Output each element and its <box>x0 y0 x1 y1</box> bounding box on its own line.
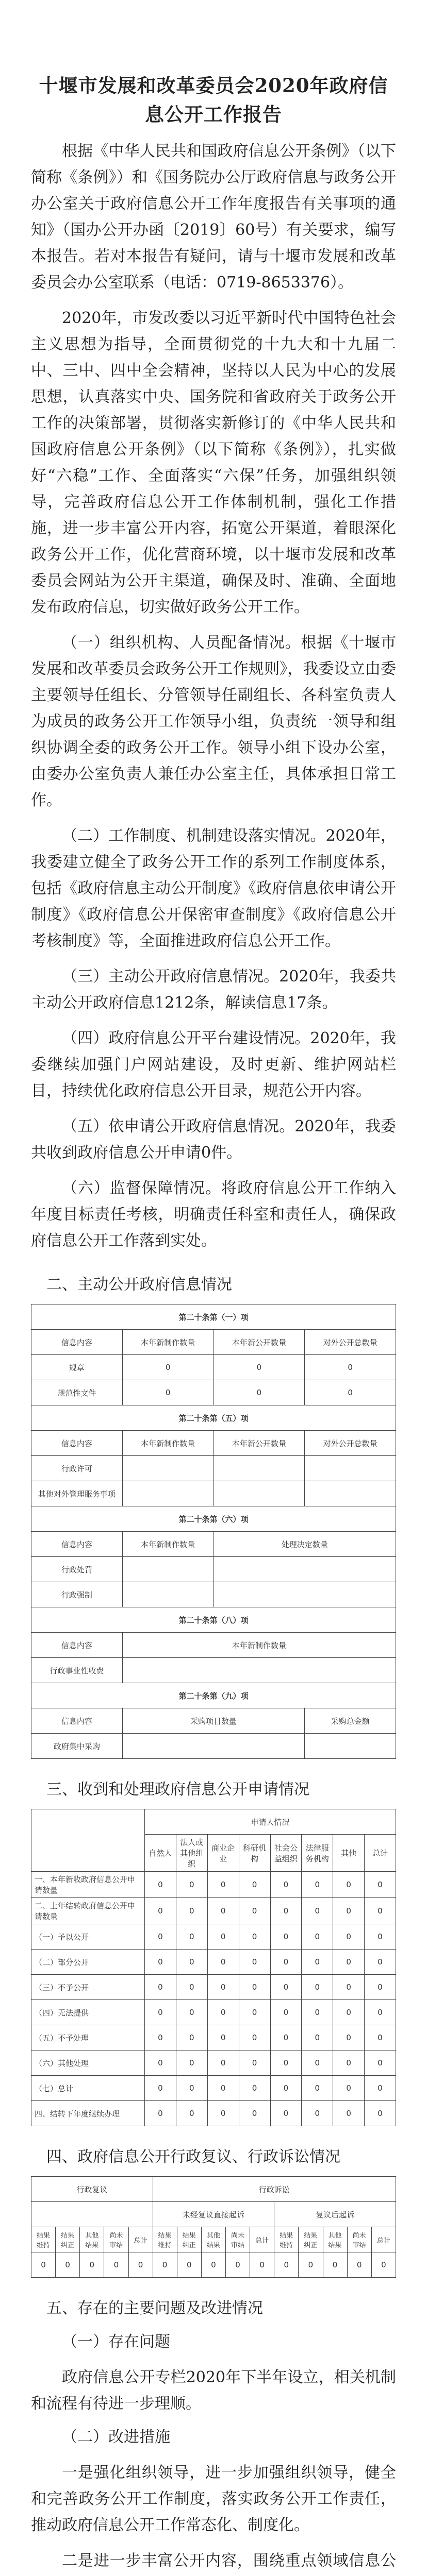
cell: 0 <box>302 2000 333 2025</box>
cell: 0 <box>333 2076 365 2101</box>
cell: 0 <box>302 2076 333 2101</box>
row-label: （七）总计 <box>31 2076 145 2101</box>
cell: 0 <box>333 2101 365 2126</box>
table-row <box>31 1898 396 1924</box>
cell: 0 <box>176 2101 207 2126</box>
table-row <box>31 2076 396 2101</box>
cell: 0 <box>145 2076 176 2101</box>
row-label: 行政强制 <box>31 1582 123 1607</box>
col-pub: 本年新公开数量 <box>213 1431 305 1456</box>
cell <box>213 1456 305 1481</box>
cell: 0 <box>270 1924 302 1950</box>
cell: 0 <box>302 2101 333 2126</box>
table-row <box>31 1658 396 1683</box>
cell: 0 <box>270 2050 302 2076</box>
cell <box>305 1481 396 1506</box>
cell: 0 <box>333 1975 365 2000</box>
review-blank <box>31 2202 153 2227</box>
cell <box>122 1658 396 1683</box>
cell: 0 <box>239 1975 270 2000</box>
review-litigation-table <box>31 2176 396 2278</box>
table-row <box>31 1481 396 1506</box>
litigation-header: 行政诉讼 <box>153 2177 396 2202</box>
application-table <box>31 1809 396 2126</box>
section-5-sub-2: （二）改进措施 <box>62 2428 170 2446</box>
table-row <box>31 2000 396 2025</box>
cell: 0 <box>239 2025 270 2050</box>
section-5-paragraph-1: 政府信息公开专栏2020年下半年设立，相关机制和流程有待进一步理顺。 <box>31 2368 396 2413</box>
cell: 0 <box>302 1924 333 1950</box>
col-total: 对外公开总数量 <box>305 1330 396 1355</box>
cell: 0 <box>270 2076 302 2101</box>
cell: 0 <box>207 2101 239 2126</box>
col-new: 本年新制作数量 <box>122 1330 213 1355</box>
table-row <box>31 1950 396 1975</box>
cell <box>122 1557 213 1582</box>
cell: 0 <box>333 1872 365 1898</box>
review-subheader: 结果纠正 <box>56 2227 80 2252</box>
cell: 0 <box>122 1380 213 1405</box>
apply-col: 法人或其他组织 <box>176 1835 207 1872</box>
cell: 0 <box>302 1872 333 1898</box>
review-subheaders <box>31 2227 396 2252</box>
section-1-paragraph-2: （二）工作制度、机制建设落实情况。2020年，我委建立健全了政务公开工作的系列工作制度体系，包括《政府信息主动公开制度》《政府信息依申请公开制度》《政府信息公开保密审查制度》《政府信息公开考核制度》等，全面推进政府信息公开工作。 <box>31 827 396 950</box>
cell: 0 <box>145 2000 176 2025</box>
row-label: （六）其他处理 <box>31 2050 145 2076</box>
cell: 0 <box>305 1380 396 1405</box>
cell: 0 <box>302 1950 333 1975</box>
cell: 0 <box>270 1872 302 1898</box>
cell: 0 <box>176 2050 207 2076</box>
cell: 0 <box>302 1975 333 2000</box>
cell: 0 <box>145 1898 176 1924</box>
review-value: 0 <box>323 2252 347 2278</box>
apply-col: 自然人 <box>145 1835 176 1872</box>
table-row <box>31 2050 396 2076</box>
review-subheader: 结果维持 <box>31 2227 56 2252</box>
col-new: 本年新制作数量 <box>122 1532 213 1557</box>
row-label: （二）部分公开 <box>31 1950 145 1975</box>
table-row <box>31 1582 396 1607</box>
proactive-disclosure-table <box>31 1304 396 1759</box>
review-value: 0 <box>56 2252 80 2278</box>
review-subheader: 结果维持 <box>274 2227 299 2252</box>
review-subheader: 结果纠正 <box>299 2227 323 2252</box>
col-info: 信息内容 <box>31 1708 123 1734</box>
review-header: 行政复议 <box>31 2177 153 2202</box>
cell: 0 <box>302 2050 333 2076</box>
table-row <box>31 1355 396 1380</box>
cell: 0 <box>176 2025 207 2050</box>
section-4-heading: 四、政府信息公开行政复议、行政诉讼情况 <box>46 2148 340 2166</box>
review-subheader: 结果纠正 <box>177 2227 201 2252</box>
col-info: 信息内容 <box>31 1330 123 1355</box>
col-new: 本年新制作数量 <box>122 1431 213 1456</box>
cell: 0 <box>239 1872 270 1898</box>
review-value: 0 <box>201 2252 225 2278</box>
cell: 0 <box>145 2025 176 2050</box>
cell: 0 <box>176 2076 207 2101</box>
cell: 0 <box>239 2076 270 2101</box>
cell: 0 <box>333 1950 365 1975</box>
section-1-paragraph-4: （四）政府信息公开平台建设情况。2020年，我委继续加强门户网站建设，及时更新、维护网站栏目，持续优化政府信息公开目录，规范公开内容。 <box>31 1029 396 1100</box>
cell: 0 <box>270 2101 302 2126</box>
cell: 0 <box>365 1924 396 1950</box>
review-value: 0 <box>104 2252 128 2278</box>
table-row <box>31 1872 396 1898</box>
cell: 0 <box>213 1380 305 1405</box>
cell: 0 <box>365 1898 396 1924</box>
cell: 0 <box>207 1898 239 1924</box>
review-value: 0 <box>347 2252 371 2278</box>
cell: 0 <box>176 1975 207 2000</box>
table-row <box>31 1975 396 2000</box>
table-row <box>31 2025 396 2050</box>
section-5-paragraph-3: 二是进一步丰富公开内容，围绕重点领域信息公 <box>62 2552 396 2570</box>
cell: 0 <box>176 2000 207 2025</box>
lit-after: 复议后起诉 <box>274 2202 396 2227</box>
cell: 0 <box>365 2076 396 2101</box>
apply-corner <box>31 1809 145 1872</box>
row-label: 规章 <box>31 1355 123 1380</box>
cell: 0 <box>207 1950 239 1975</box>
cell: 0 <box>270 2000 302 2025</box>
col-info: 信息内容 <box>31 1532 123 1557</box>
cell: 0 <box>145 2101 176 2126</box>
cell: 0 <box>213 1355 305 1380</box>
report-title: 十堰市发展和改革委员会2020年政府信息公开工作报告 <box>39 74 388 126</box>
cell: 0 <box>207 2076 239 2101</box>
apply-col: 法律服务机构 <box>302 1835 333 1872</box>
section-5-heading: 五、存在的主要问题及改进情况 <box>46 2299 263 2317</box>
review-value: 0 <box>31 2252 56 2278</box>
row-label: 规范性文件 <box>31 1380 123 1405</box>
cell: 0 <box>239 1950 270 1975</box>
cell: 0 <box>207 2025 239 2050</box>
report-page <box>0 71 427 2576</box>
apply-body <box>31 1872 396 2126</box>
cell: 0 <box>145 1975 176 2000</box>
cell: 0 <box>239 2050 270 2076</box>
review-value: 0 <box>128 2252 153 2278</box>
cell: 0 <box>239 1898 270 1924</box>
cell: 0 <box>239 2101 270 2126</box>
review-value: 0 <box>153 2252 177 2278</box>
row-label: 一、本年新收政府信息公开申请数量 <box>31 1872 145 1898</box>
review-value: 0 <box>226 2252 250 2278</box>
cell: 0 <box>270 1898 302 1924</box>
cell: 0 <box>122 1355 213 1380</box>
review-value: 0 <box>299 2252 323 2278</box>
table-header-d: 第二十条第（八）项 <box>31 1607 396 1633</box>
review-subheader: 尚未审结 <box>226 2227 250 2252</box>
row-label: 四、结转下年度继续办理 <box>31 2101 145 2126</box>
cell <box>122 1481 213 1506</box>
col-fee-item: 采购项目数量 <box>122 1708 305 1734</box>
cell: 0 <box>176 1898 207 1924</box>
cell: 0 <box>145 2050 176 2076</box>
col-info: 信息内容 <box>31 1431 123 1456</box>
intro-paragraph-2: 2020年，市发改委以习近平新时代中国特色社会主义思想为指导，全面贯彻党的十九大和十九届二中、三中、四中全会精神，坚持以人民为中心的发展思想，认真落实中央、国务院和省政府关于政务公开工作的决策部署，贯彻落实新修订的《中华人民共和国政府信息公开条例》（以下简称《条例》），扎实做好“六稳”工作、全面落实“六保”任务，加强组织领导，完善政府信息公开工作体制机制，强化工作措施，进一步丰富公开内容，拓宽公开渠道，着眼深化政务公开工作，优化营商环境，以十堰市发展和改革委员会网站为公开主渠道，确保及时、准确、全面地发布政府信息，切实做好政务公开工作。 <box>31 309 396 616</box>
review-value: 0 <box>177 2252 201 2278</box>
cell: 0 <box>333 2025 365 2050</box>
apply-col: 科研机构 <box>239 1835 270 1872</box>
row-label: 政府集中采购 <box>31 1734 123 1759</box>
section-2-heading: 二、主动公开政府信息情况 <box>46 1276 232 1294</box>
cell: 0 <box>333 1898 365 1924</box>
row-label: 行政许可 <box>31 1456 123 1481</box>
table-row <box>31 1734 396 1759</box>
cell: 0 <box>333 2050 365 2076</box>
cell <box>122 1734 305 1759</box>
review-subheader: 其他结果 <box>323 2227 347 2252</box>
apply-col: 其他 <box>333 1835 365 1872</box>
cell: 0 <box>302 1898 333 1924</box>
cell: 0 <box>207 1872 239 1898</box>
row-label: （一）予以公开 <box>31 1924 145 1950</box>
section-1-paragraph-3: （三）主动公开政府信息情况。2020年，我委共主动公开政府信息1212条，解读信息17条。 <box>31 968 396 1012</box>
review-value: 0 <box>274 2252 299 2278</box>
cell: 0 <box>365 1872 396 1898</box>
table-header-c: 第二十条第（六）项 <box>31 1506 396 1532</box>
col-new: 本年新制作数量 <box>122 1633 396 1658</box>
cell: 0 <box>176 1924 207 1950</box>
row-label: 其他对外管理服务事项 <box>31 1481 123 1506</box>
section-1-paragraph-1: （一）组织机构、人员配备情况。根据《十堰市发展和改革委员会政务公开工作规则》，我委设立由委主要领导任组长、分管领导任副组长、各科室负责人为成员的政务公开工作领导小组，负责统一领导和组织协调全委的政务公开工作。领导小组下设办公室，由委办公室负责人兼任办公室主任，具体承担日常工作。 <box>31 634 396 809</box>
cell: 0 <box>333 2000 365 2025</box>
table-row <box>31 1557 396 1582</box>
cell: 0 <box>305 1355 396 1380</box>
row-label: 行政处罚 <box>31 1557 123 1582</box>
review-subheader: 其他结果 <box>201 2227 225 2252</box>
table-header-a: 第二十条第（一）项 <box>31 1304 396 1330</box>
cell: 0 <box>365 2000 396 2025</box>
section-1-paragraph-6: （六）监督保障情况。将政府信息公开工作纳入年度目标责任考核，明确责任科室和责任人，确保政府信息公开工作落到实处。 <box>31 1179 396 1250</box>
review-value: 0 <box>250 2252 274 2278</box>
row-label: （四）无法提供 <box>31 2000 145 2025</box>
review-values <box>31 2252 396 2278</box>
apply-title: 申请人情况 <box>145 1809 396 1835</box>
review-subheader: 结果维持 <box>153 2227 177 2252</box>
cell <box>305 1456 396 1481</box>
cell: 0 <box>239 1924 270 1950</box>
col-pub: 本年新公开数量 <box>213 1330 305 1355</box>
apply-col: 商业企业 <box>207 1835 239 1872</box>
table-header-b: 第二十条第（五）项 <box>31 1405 396 1431</box>
cell: 0 <box>365 1975 396 2000</box>
section-5-paragraph-2: 一是强化组织领导，进一步加强组织领导，健全和完善政务公开工作制度，落实政务公开工作责任，推动政府信息公开工作常态化、制度化。 <box>31 2464 396 2534</box>
cell <box>305 1734 396 1759</box>
section-1-paragraph-5: （五）依申请公开政府信息情况。2020年，我委共收到政府信息公开申请0件。 <box>31 1117 396 1162</box>
cell <box>122 1456 213 1481</box>
review-value: 0 <box>371 2252 396 2278</box>
cell: 0 <box>270 1975 302 2000</box>
col-fee-total: 采购总金额 <box>305 1708 396 1734</box>
col-info: 信息内容 <box>31 1633 123 1658</box>
apply-col: 总计 <box>365 1835 396 1872</box>
table-row <box>31 2101 396 2126</box>
table-header-e: 第二十条第（九）项 <box>31 1683 396 1708</box>
cell: 0 <box>207 1975 239 2000</box>
table-row <box>31 1456 396 1481</box>
cell: 0 <box>270 2025 302 2050</box>
row-label: 二、上年结转政府信息公开申请数量 <box>31 1898 145 1924</box>
table-row <box>31 1380 396 1405</box>
section-5-sub-1: （一）存在问题 <box>62 2333 170 2351</box>
review-subheader: 尚未审结 <box>347 2227 371 2252</box>
review-subheader: 尚未审结 <box>104 2227 128 2252</box>
review-subheader: 总计 <box>371 2227 396 2252</box>
cell <box>213 1481 305 1506</box>
cell: 0 <box>145 1924 176 1950</box>
cell: 0 <box>176 1950 207 1975</box>
cell: 0 <box>365 1950 396 1975</box>
cell: 0 <box>365 2101 396 2126</box>
intro-paragraph-1: 根据《中华人民共和国政府信息公开条例》（以下简称《条例》）和《国务院办公厅政府信息与政务公开办公室关于政府信息公开工作年度报告有关事项的通知》（国办公开办函〔2019〕60号）有关要求，编写本报告。若对本报告有疑问，请与十堰市发展和改革委员会办公室联系（电话：0719-8653376）。 <box>31 142 396 292</box>
review-subheader: 总计 <box>128 2227 153 2252</box>
cell: 0 <box>333 1924 365 1950</box>
cell: 0 <box>207 2050 239 2076</box>
table-row <box>31 1924 396 1950</box>
cell: 0 <box>270 1950 302 1975</box>
col-total: 对外公开总数量 <box>305 1431 396 1456</box>
col-proc: 处理决定数量 <box>213 1532 396 1557</box>
apply-col: 社会公益组织 <box>270 1835 302 1872</box>
cell: 0 <box>239 2000 270 2025</box>
row-label: （三）不予公开 <box>31 1975 145 2000</box>
cell: 0 <box>365 2025 396 2050</box>
review-subheader: 总计 <box>250 2227 274 2252</box>
cell <box>213 1582 396 1607</box>
cell: 0 <box>145 1872 176 1898</box>
cell <box>122 1582 213 1607</box>
cell: 0 <box>207 2000 239 2025</box>
cell: 0 <box>145 1950 176 1975</box>
cell: 0 <box>302 2025 333 2050</box>
cell: 0 <box>365 2050 396 2076</box>
cell <box>213 1557 396 1582</box>
review-value: 0 <box>80 2252 104 2278</box>
review-subheader: 其他结果 <box>80 2227 104 2252</box>
cell: 0 <box>176 1872 207 1898</box>
section-3-heading: 三、收到和处理政府信息公开申请情况 <box>46 1781 309 1799</box>
lit-direct: 未经复议直接起诉 <box>153 2202 274 2227</box>
row-label: （五）不予处理 <box>31 2025 145 2050</box>
cell: 0 <box>207 1924 239 1950</box>
row-label: 行政事业性收费 <box>31 1658 123 1683</box>
